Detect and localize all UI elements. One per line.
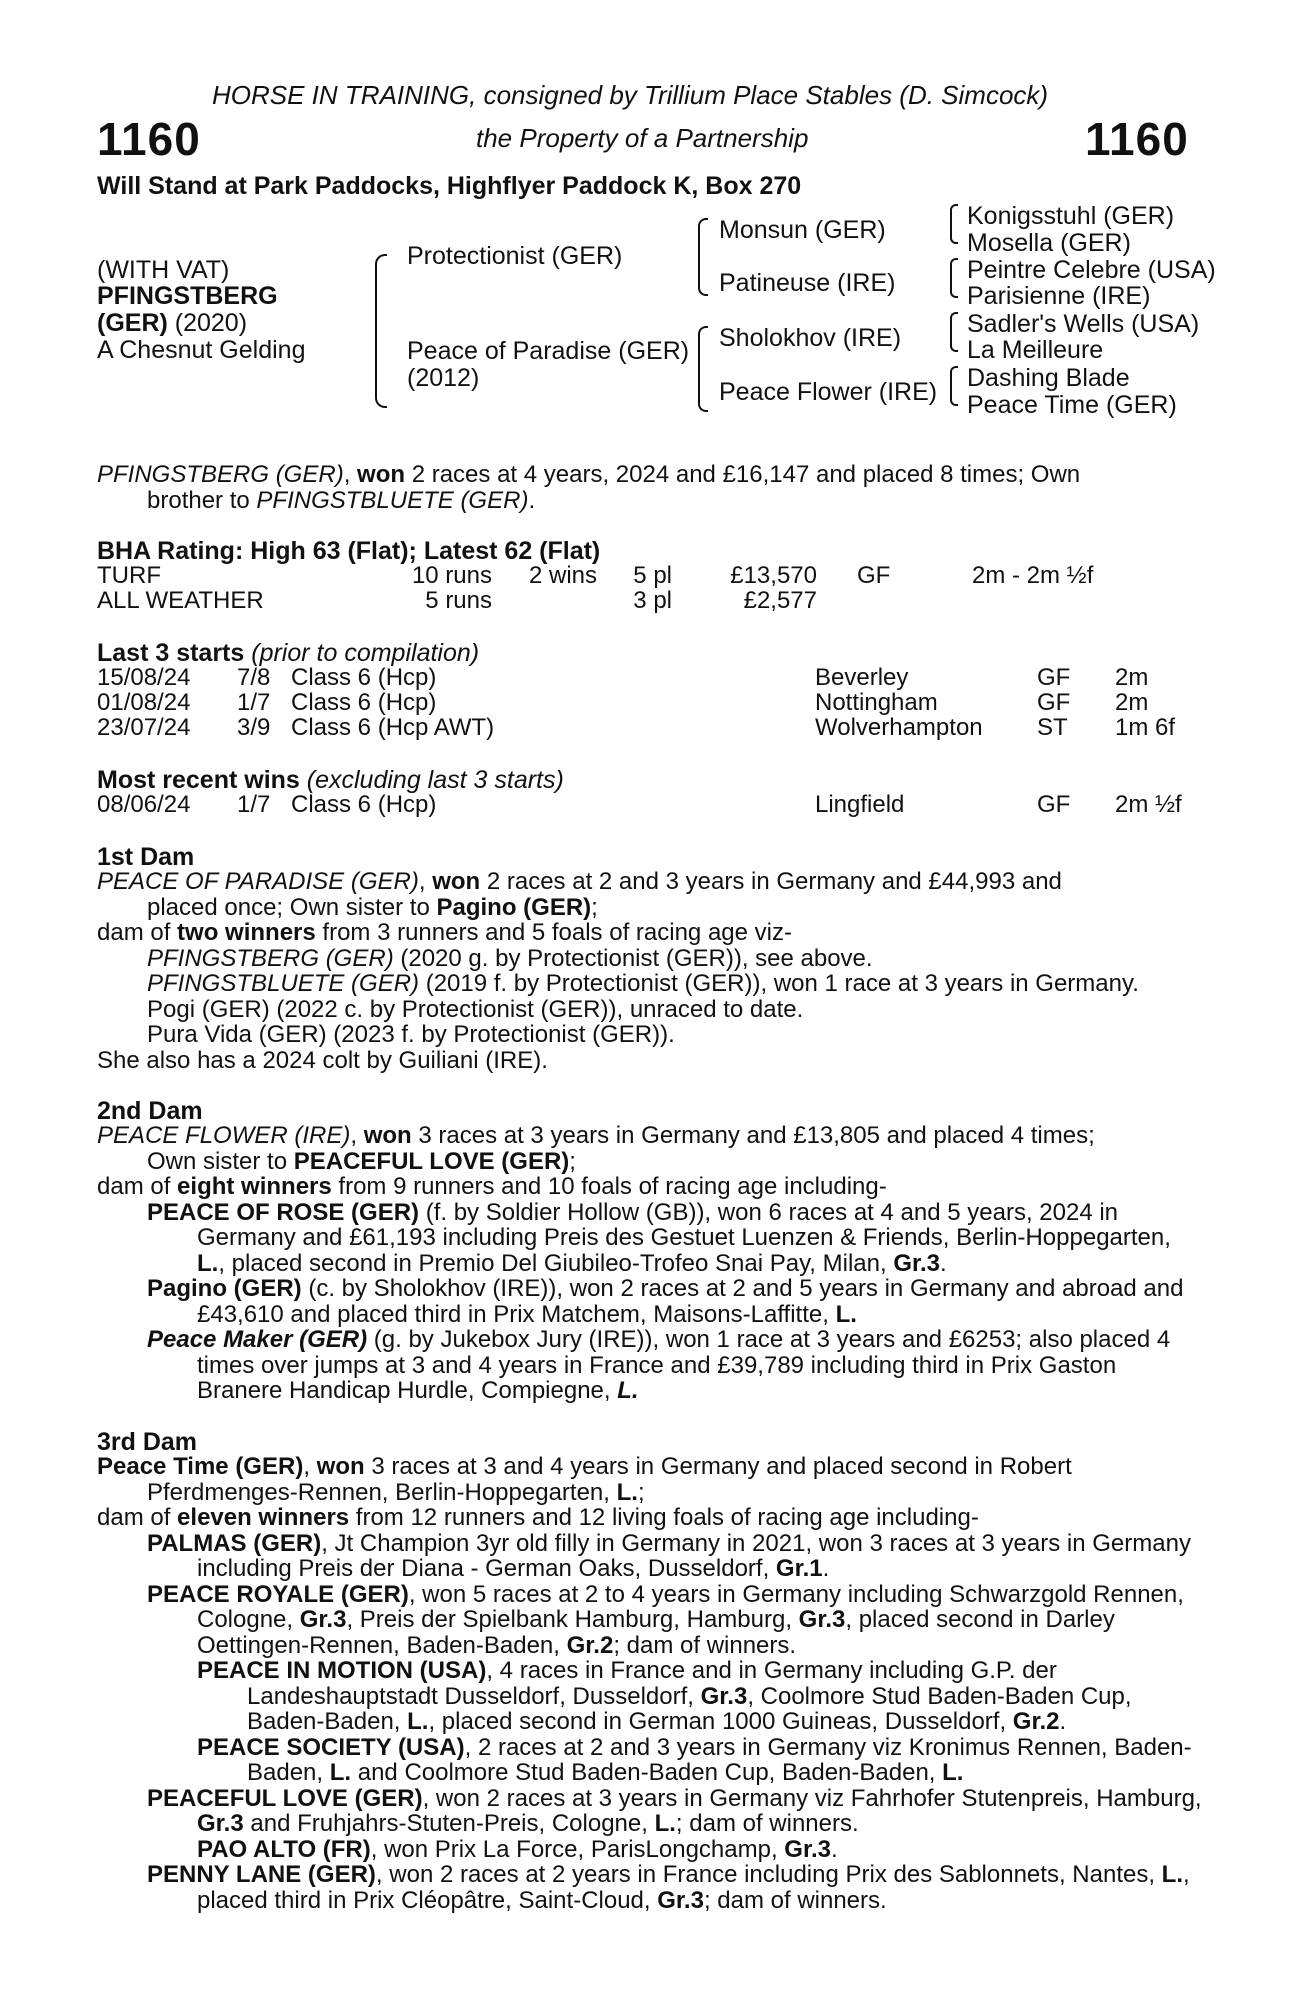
dam1-section: PEACE OF PARADISE (GER), won 2 races at 2 and 3 years in Germany and £44,993 and placed once; Own sister to Pagino (GER); dam of two winners from 3 runners and 5 foals of racing age viz- PFINGSTBERG (GER) (2020 g. by Protectionist (GER)), see above. PFINGSTBLUETE (GER) (2019 f. by Protectionist (GER)), won 1 race at 3 years in Germany. Pogi (GER) (2022 c. by Protectionist (GER)), unraced to date. Pura Vida (GER) (2023 f. by Protectionist (GER)). She also has a 2024 colt by Guiliani (IRE). xyxy=(97,868,1139,1074)
lot-number-left: 1160 xyxy=(97,113,201,165)
dam2-title: 2nd Dam xyxy=(97,1097,203,1125)
race-course: Nottingham xyxy=(815,689,938,716)
race-position: 1/7 xyxy=(237,689,271,716)
recent-win-row xyxy=(97,792,1182,817)
pedigree-dsd: La Meilleure xyxy=(967,336,1104,364)
race-class: Class 6 (Hcp) xyxy=(291,664,437,691)
summary-paragraph: PFINGSTBERG (GER), won 2 races at 4 years, 2024 and £16,147 and placed 8 times; Own brother to PFINGSTBLUETE (GER). xyxy=(97,461,1081,514)
race-class: Class 6 (Hcp) xyxy=(291,689,437,716)
race-class: Class 6 (Hcp AWT) xyxy=(291,714,495,741)
race-distance: 2m xyxy=(1115,689,1149,716)
pedigree-brace-sire xyxy=(698,218,708,296)
lot-number-right: 1160 xyxy=(1085,113,1189,165)
pedigree-sdd: Parisienne (IRE) xyxy=(967,282,1151,310)
dam1-title: 1st Dam xyxy=(97,843,195,871)
rating-row-aw xyxy=(97,588,1093,613)
rating-placed: 3 pl xyxy=(633,587,672,614)
rating-placed: 5 pl xyxy=(633,562,672,589)
rating-surface: TURF xyxy=(97,562,161,589)
dam3-section: Peace Time (GER), won 3 races at 3 and 4 years in Germany and placed second in Robert Pferdmenges-Rennen, Berlin-Hoppegarten, L.; dam of eleven winners from 12 runners and 12 living foals of racing age including- PALMAS (GER), Jt Champion 3yr old filly in Germany in 2021, won 3 races at 3 years in Germany including Preis der Diana - German Oaks, Dusseldorf, Gr.1. PEACE ROYALE (GER), won 5 races at 2 to 4 years in Germany including Schwarzgold Rennen, Cologne, Gr.3, Preis der Spielbank Hamburg, Hamburg, Gr.3, placed second in Darley Oettingen-Rennen, Baden-Baden, Gr.2; dam of winners. PEACE IN MOTION (USA), 4 races in France and in Germany including G.P. der Landeshauptstadt Dusseldorf, Dusseldorf, Gr.3, Coolmore Stud Baden-Baden Cup, Baden-Baden, L., placed second in German 1000 Guineas, Dusseldorf, Gr.2. PEACE SOCIETY (USA), 2 races at 2 and 3 years in Germany viz Kronimus Rennen, Baden-Baden, L. and Coolmore Stud Baden-Baden Cup, Baden-Baden, L. PEACEFUL LOVE (GER), won 2 races at 3 years in Germany viz Fahrhofer Stutenpreis, Hamburg, Gr.3 and Fruhjahrs-Stuten-Preis, Cologne, L.; dam of winners. PAO ALTO (FR), won Prix La Force, ParisLongchamp, Gr.3. PENNY LANE (GER), won 2 races at 2 years in France including Prix des Sablonnets, Nantes, L., placed third in Prix Cléopâtre, Saint-Cloud, Gr.3; dam of winners. xyxy=(97,1453,1202,1914)
pedigree-brace-ds xyxy=(950,312,958,352)
race-position: 1/7 xyxy=(237,791,271,818)
last3-row xyxy=(97,690,1175,715)
race-date: 01/08/24 xyxy=(97,689,191,716)
rating-going: GF xyxy=(857,562,891,589)
race-date: 23/07/24 xyxy=(97,714,191,741)
horse-origin: (GER) (2020) xyxy=(97,309,248,337)
race-going: GF xyxy=(1037,689,1071,716)
race-course: Beverley xyxy=(815,664,909,691)
rating-table xyxy=(97,563,1093,613)
race-distance: 1m 6f xyxy=(1115,714,1176,741)
horse-name: PFINGSTBERG xyxy=(97,282,278,310)
pedigree-brace-ss xyxy=(950,204,958,244)
rating-distance: 2m - 2m ½f xyxy=(972,562,1094,589)
rating-wins: 2 wins xyxy=(528,562,597,589)
race-going: GF xyxy=(1037,664,1071,691)
pedigree-dam-year: (2012) xyxy=(407,364,480,392)
pedigree-sd: Patineuse (IRE) xyxy=(719,269,896,297)
rating-going xyxy=(857,588,972,613)
pedigree-brace-sd xyxy=(950,258,958,298)
pedigree-dss: Sadler's Wells (USA) xyxy=(967,310,1200,338)
consignment-line: HORSE IN TRAINING, consigned by Trillium Place Stables (D. Simcock) xyxy=(212,80,1049,110)
dam3-title: 3rd Dam xyxy=(97,1428,198,1456)
rating-distance xyxy=(972,588,1093,613)
pedigree-sire: Protectionist (GER) xyxy=(407,242,623,270)
race-distance: 2m ½f xyxy=(1115,791,1182,818)
race-distance: 2m xyxy=(1115,664,1149,691)
rating-money: £2,577 xyxy=(743,587,817,614)
rating-wins xyxy=(492,588,597,613)
race-position: 7/8 xyxy=(237,664,271,691)
last3-row xyxy=(97,715,1175,740)
rating-surface: ALL WEATHER xyxy=(97,587,264,614)
last3-table xyxy=(97,665,1175,740)
race-class: Class 6 (Hcp) xyxy=(291,791,437,818)
pedigree-ssd: Mosella (GER) xyxy=(967,229,1131,257)
race-going: ST xyxy=(1037,714,1068,741)
dam2-section: PEACE FLOWER (IRE), won 3 races at 3 years in Germany and £13,805 and placed 4 times; Own sister to PEACEFUL LOVE (GER); dam of eight winners from 9 runners and 10 foals of racing age including- PEACE OF ROSE (GER) (f. by Soldier Hollow (GB)), won 6 races at 4 and 5 years, 2024 in Germany and £61,193 including Preis des Gestuet Luenzen & Friends, Berlin-Hoppegarten, L., placed second in Premio Del Giubileo-Trofeo Snai Pay, Milan, Gr.3. Pagino (GER) (c. by Sholokhov (IRE)), won 2 races at 2 and 5 years in Germany and abroad and £43,610 and placed third in Prix Matchem, Maisons-Laffitte, L. Peace Maker (GER) (g. by Jukebox Jury (IRE)), won 1 race at 3 years and £6253; also placed 4 times over jumps at 3 and 4 years in France and £39,789 including third in Prix Gaston Branere Handicap Hurdle, Compiegne, L. xyxy=(97,1122,1184,1404)
rating-runs: 5 runs xyxy=(425,587,492,614)
pedigree-dds: Dashing Blade xyxy=(967,364,1130,392)
race-date: 08/06/24 xyxy=(97,791,191,818)
pedigree-ddd: Peace Time (GER) xyxy=(967,391,1177,419)
pedigree-ds: Sholokhov (IRE) xyxy=(719,324,902,352)
pedigree-brace-dd xyxy=(950,366,958,406)
location-line: Will Stand at Park Paddocks, Highflyer Paddock K, Box 270 xyxy=(97,172,802,200)
race-course: Wolverhampton xyxy=(815,714,983,741)
last3-row xyxy=(97,665,1175,690)
pedigree-ss: Monsun (GER) xyxy=(719,216,886,244)
last3-title: Last 3 starts (prior to compilation) xyxy=(97,639,480,667)
rating-row-turf xyxy=(97,563,1093,588)
pedigree-dam: Peace of Paradise (GER) xyxy=(407,337,690,365)
horse-description: A Chesnut Gelding xyxy=(97,336,306,364)
pedigree-dd: Peace Flower (IRE) xyxy=(719,378,938,406)
pedigree-sss: Konigsstuhl (GER) xyxy=(967,202,1175,230)
rating-title: BHA Rating: High 63 (Flat); Latest 62 (Flat) xyxy=(97,537,601,565)
pedigree-sds: Peintre Celebre (USA) xyxy=(967,256,1216,284)
pedigree-brace-dam xyxy=(698,326,708,412)
pedigree-brace-main xyxy=(375,254,387,408)
property-line: the Property of a Partnership xyxy=(476,123,809,153)
race-position: 3/9 xyxy=(237,714,271,741)
rating-runs: 10 runs xyxy=(411,562,492,589)
vat-note: (WITH VAT) xyxy=(97,256,230,284)
race-going: GF xyxy=(1037,791,1071,818)
recent-wins-title: Most recent wins (excluding last 3 starts) xyxy=(97,766,564,794)
recent-wins-table xyxy=(97,792,1182,817)
rating-money: £13,570 xyxy=(730,562,817,589)
race-course: Lingfield xyxy=(815,791,905,818)
race-date: 15/08/24 xyxy=(97,664,191,691)
